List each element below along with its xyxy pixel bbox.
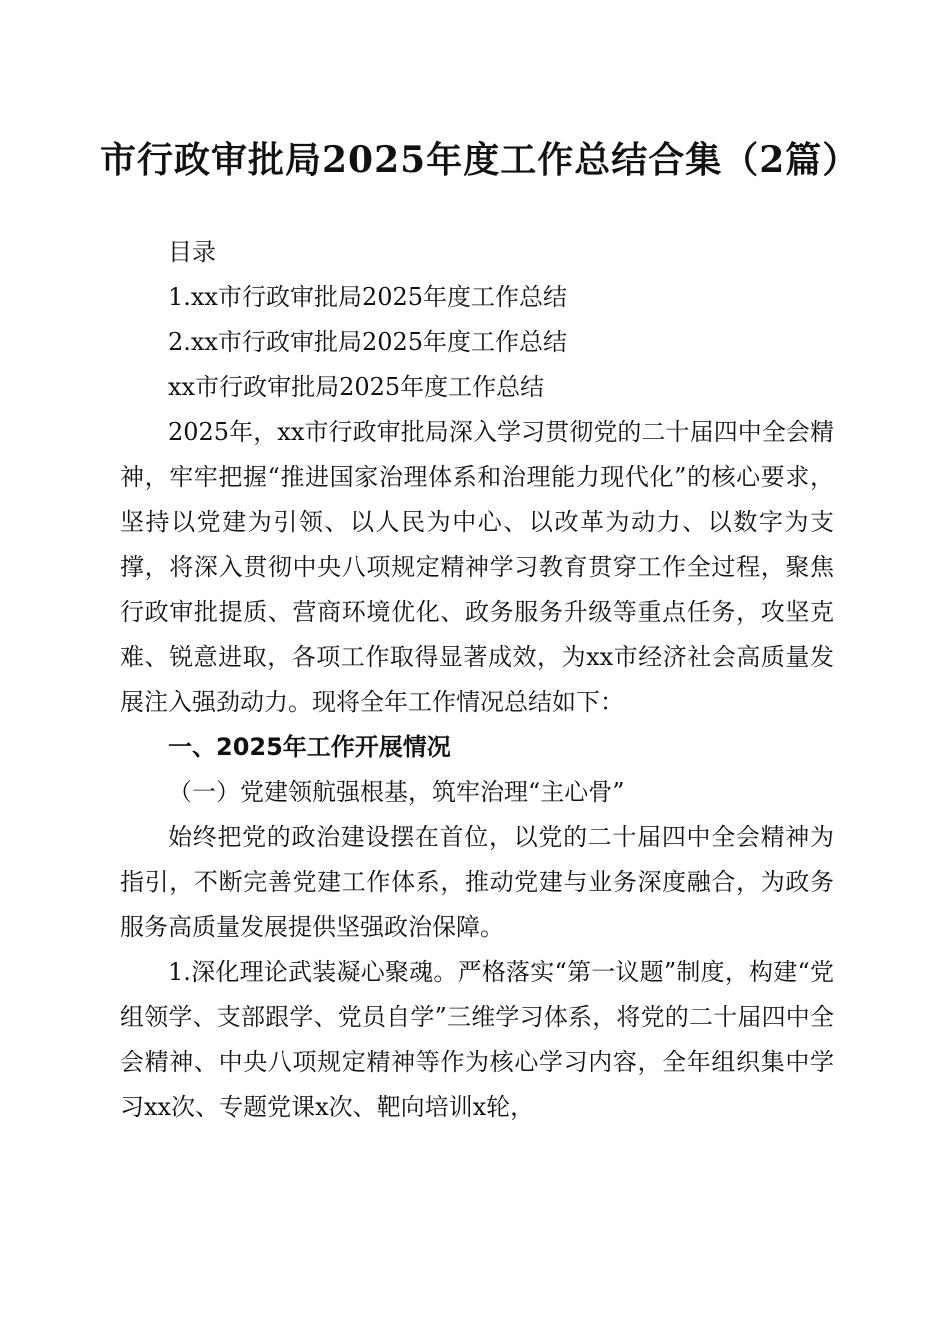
document-body bbox=[120, 230, 834, 1130]
subsection-1-paragraph: 始终把党的政治建设摆在首位，以党的二十届四中全会精神为指引，不断完善党建工作体系，推动党建与业务深度融合，为政务服务高质量发展提供坚强政治保障。 bbox=[120, 823, 834, 941]
intro-paragraph: 2025年，xx市行政审批局深入学习贯彻党的二十届四中全会精神，牢牢把握“推进国家治理体系和治理能力现代化”的核心要求，坚持以党建为引领、以人民为中心、以改革为动力、以数字为支撑，将深入贯彻中央八项规定精神学习教育贯穿工作全过程，聚焦行政审批提质、营商环境优化、政务服务升级等重点任务，攻坚克难、锐意进取，各项工作取得显著成效，为xx市经济社会高质量发展注入强劲动力。现将全年工作情况总结如下： bbox=[120, 418, 834, 716]
section-1-heading: 一、2025年工作开展情况 bbox=[168, 733, 451, 761]
toc-item-2: 2.xx市行政审批局2025年度工作总结 bbox=[168, 328, 568, 356]
subsection-1-heading: （一）党建领航强根基，筑牢治理“主心骨” bbox=[168, 778, 625, 806]
document-title: 市行政审批局2025年度工作总结合集（2篇） bbox=[100, 139, 860, 181]
article-title: xx市行政审批局2025年度工作总结 bbox=[168, 373, 545, 401]
toc-item-1: 1.xx市行政审批局2025年度工作总结 bbox=[168, 283, 568, 311]
toc-label: 目录 bbox=[168, 238, 216, 266]
item-1-paragraph: 1.深化理论武装凝心聚魂。严格落实“第一议题”制度，构建“党组领学、支部跟学、党员自学”三维学习体系，将党的二十届四中全会精神、中央八项规定精神等作为核心学习内容，全年组织集中学习xx次、专题党课x次、靶向培训x轮， bbox=[120, 958, 834, 1121]
